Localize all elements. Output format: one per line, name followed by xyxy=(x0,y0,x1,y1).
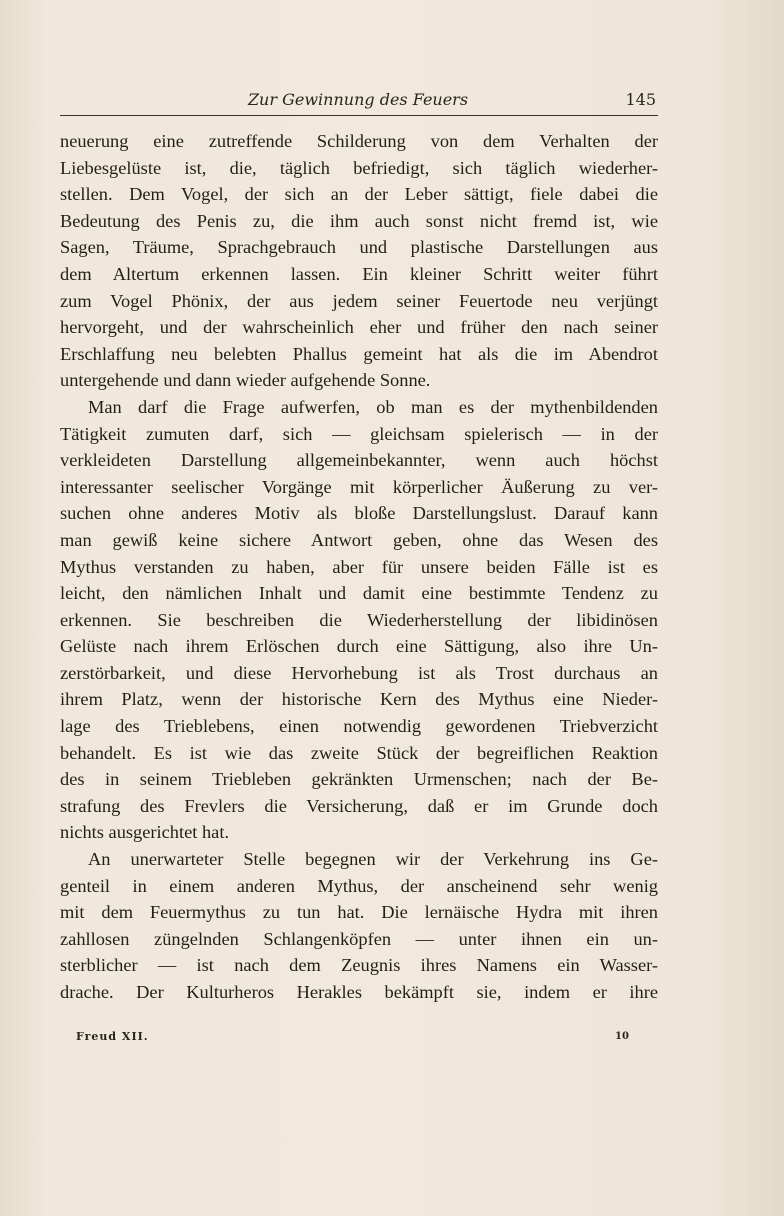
text-line: Mythus verstanden zu haben, aber für unsere beiden Fälle ist es xyxy=(60,556,658,577)
text-line: ihrem Platz, wenn der historische Kern des Mythus eine Nieder- xyxy=(60,689,658,710)
text-line: Man darf die Frage aufwerfen, ob man es der mythenbildenden xyxy=(88,396,658,417)
text-line: leicht, den nämlichen Inhalt und damit eine bestimmte Tendenz zu xyxy=(60,583,658,604)
header-rule xyxy=(60,115,658,116)
page-number: 145 xyxy=(625,90,656,109)
text-line: genteil in einem anderen Mythus, der anscheinend sehr wenig xyxy=(60,875,658,896)
running-head xyxy=(58,88,658,114)
text-line: dem Altertum erkennen lassen. Ein kleiner Schritt weiter führt xyxy=(60,263,658,284)
text-line: zum Vogel Phönix, der aus jedem seiner Feuertode neu verjüngt xyxy=(60,290,658,311)
text-line: nichts ausgerichtet hat. xyxy=(60,822,230,843)
text-line: hervorgeht, und der wahrscheinlich eher und früher den nach seiner xyxy=(60,317,658,338)
text-line: zerstörbarkeit, und diese Hervorhebung ist als Trost durchaus an xyxy=(60,662,658,683)
text-line: des in seinem Triebleben gekränkten Urmenschen; nach der Be- xyxy=(60,769,658,790)
text-line: mit dem Feuermythus zu tun hat. Die lernäische Hydra mit ihren xyxy=(60,902,658,923)
text-line: sterblicher — ist nach dem Zeugnis ihres Namens ein Wasser- xyxy=(60,955,658,976)
text-line: Gelüste nach ihrem Erlöschen durch eine Sättigung, also ihre Un- xyxy=(60,636,658,657)
footer-signature: Freud XII. xyxy=(76,1030,149,1043)
text-line: verkleideten Darstellung allgemeinbekannter, wenn auch höchst xyxy=(60,450,658,471)
body-text xyxy=(60,128,658,1006)
text-line: erkennen. Sie beschreiben die Wiederherstellung der libidinösen xyxy=(60,609,658,630)
text-line: neuerung eine zutreffende Schilderung von dem Verhalten der xyxy=(60,131,658,151)
text-line: untergehende und dann wieder aufgehende Sonne. xyxy=(60,370,431,391)
text-line: Liebesgelüste ist, die, täglich befriedigt, sich täglich wiederher- xyxy=(60,157,658,178)
running-title: Zur Gewinnung des Feuers xyxy=(247,90,469,109)
text-line: behandelt. Es ist wie das zweite Stück der begreiflichen Reaktion xyxy=(60,742,658,763)
text-line: lage des Trieblebens, einen notwendig gewordenen Triebverzicht xyxy=(60,716,658,737)
text-line: Tätigkeit zumuten darf, sich — gleichsam spielerisch — in der xyxy=(60,423,658,444)
text-line: interessanter seelischer Vorgänge mit körperlicher Äußerung zu ver- xyxy=(60,476,658,497)
footer-sheet-number: 10 xyxy=(615,1031,629,1042)
text-line: suchen ohne anderes Motiv als bloße Darstellungslust. Darauf kann xyxy=(60,503,658,524)
text-line: drache. Der Kulturheros Herakles bekämpft sie, indem er ihre xyxy=(60,982,658,1002)
text-line: man gewiß keine sichere Antwort geben, ohne das Wesen des xyxy=(60,529,658,550)
text-line: stellen. Dem Vogel, der sich an der Leber sättigt, fiele dabei die xyxy=(60,184,658,205)
text-line: Bedeutung des Penis zu, die ihm auch sonst nicht fremd ist, wie xyxy=(60,210,658,231)
text-line: An unerwarteter Stelle begegnen wir der Verkehrung ins Ge- xyxy=(88,849,658,870)
text-line: Sagen, Träume, Sprachgebrauch und plastische Darstellungen aus xyxy=(60,237,658,258)
text-line: zahllosen züngelnden Schlangenköpfen — unter ihnen ein un- xyxy=(60,928,658,949)
text-line: strafung des Frevlers die Versicherung, daß er im Grunde doch xyxy=(60,795,658,816)
text-line: Erschlaffung neu belebten Phallus gemeint hat als die im Abendrot xyxy=(60,343,658,364)
